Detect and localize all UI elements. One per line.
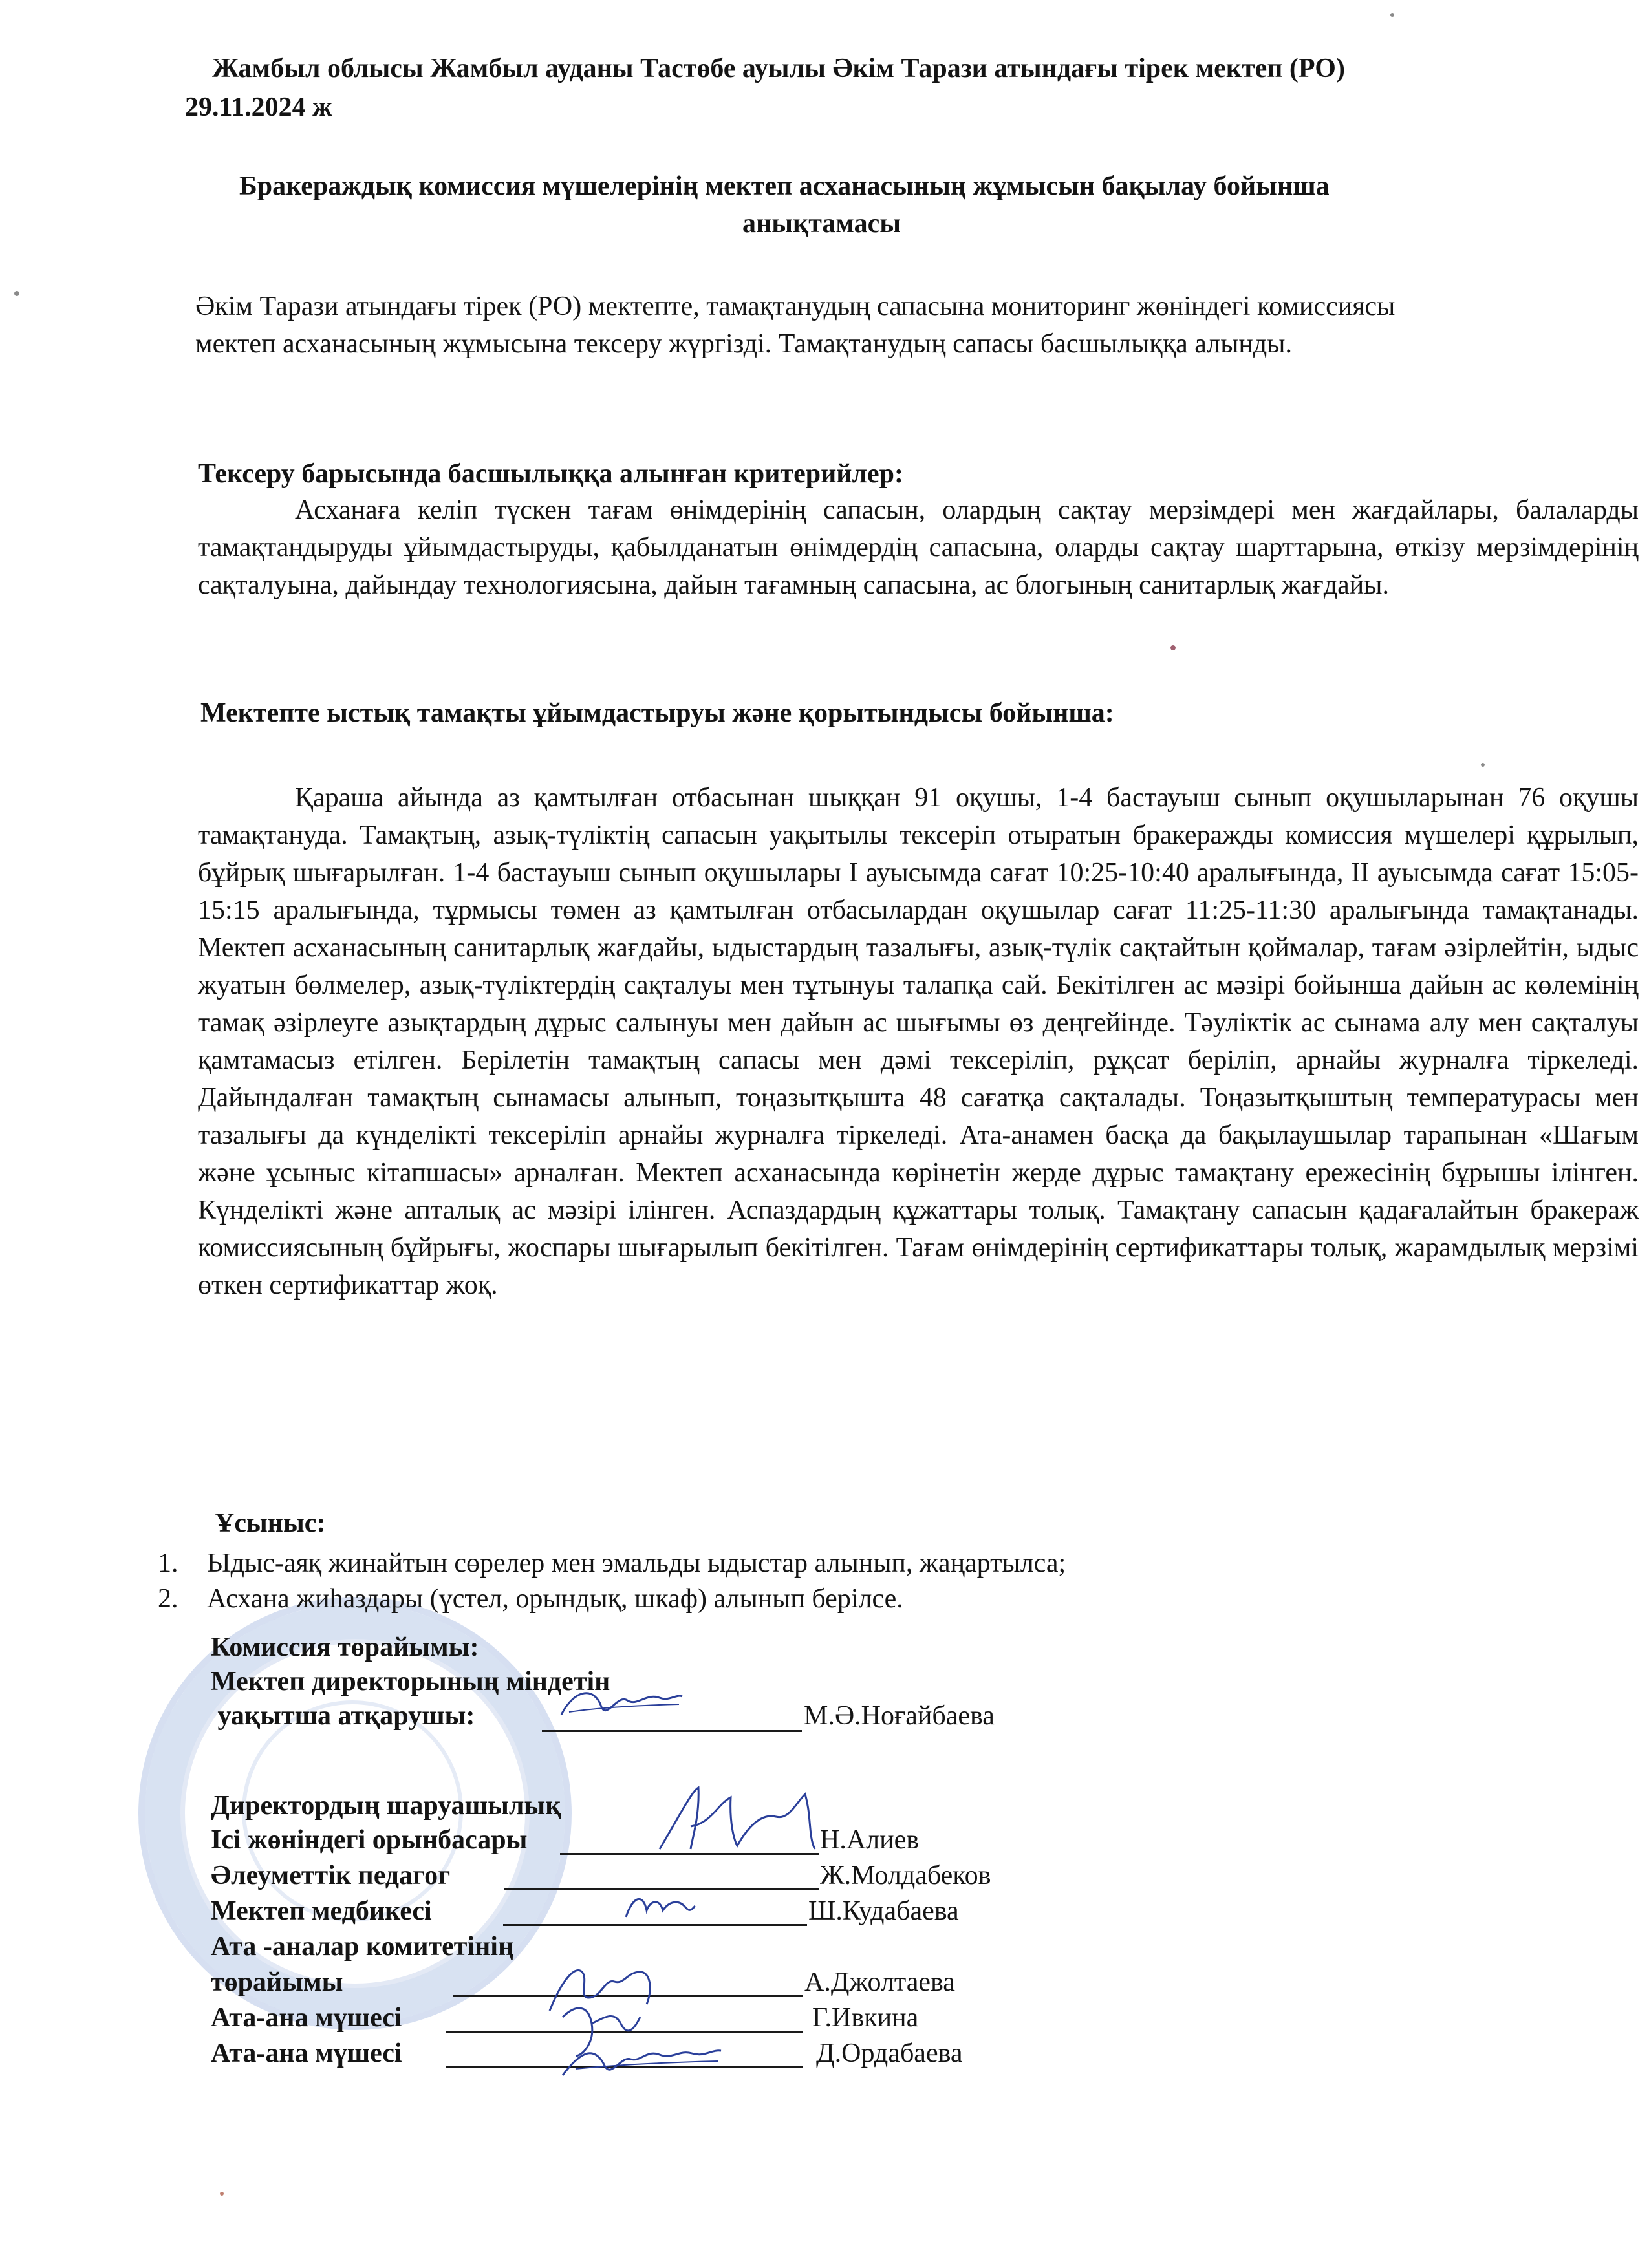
deputy-title-line1: Директордың шаруашылық xyxy=(211,1791,561,1821)
results-heading: Мектепте ыстық тамақты ұйымдастыруы және қорытындысы бойынша: xyxy=(200,698,1114,728)
scan-speck xyxy=(1481,763,1485,767)
scan-speck xyxy=(220,2192,224,2196)
commission-chair-heading: Комиссия төрайымы: xyxy=(211,1632,479,1662)
recommendation-item: Ыдыс-аяқ жинайтын сөрелер мен эмальды ыдыстар алынып, жаңартылса; xyxy=(207,1548,1066,1578)
deputy-title-line2: Ісі жөніндегі орынбасары xyxy=(211,1825,528,1855)
parent-member2-label: Ата-ана мүшесі xyxy=(211,2038,402,2068)
parent-member2-name: Д.Ордабаева xyxy=(816,2038,963,2068)
results-paragraph: Қараша айында аз қамтылған отбасынан шыққан 91 оқушы, 1-4 бастауыш сынып оқушыларынан 76 оқушы тамақтануда. Тамақтың, азық-түліктің сапасын уақытылы тексеріп отыратын бракеражды комиссия мүшелері құрылып, бұйрық шығарылған. 1-4 бастауыш сынып оқушылары I ауысымда сағат 10:25-10:40 аралығында, II ауысымда сағат 15:05-15:15 аралығында, тұрмысы төмен аз қамтылған отбасылардан оқушылар сағат 11:25-11:30 аралығында тамақтанады. Мектеп асханасының санитарлық жағдайы, ыдыстардың тазалығы, азық-түлік сақтайтын қоймалар, тағам әзірлейтін, ыдыс жуатын бөлмелер, азық-түліктердің сақталуы мен тұтынуы талапқа сай. Бекітілген ас мәзірі бойынша дайын ас көлемінің тамақ әзірлеуге азықтардың дұрыс салынуы мен дайын ас шығымы өз деңгейінде. Тәуліктік ас сынама алу мен сақталуы қамтамасыз етілген. Берілетін тамақтың сапасы мен дәмі тексеріліп, рұқсат беріліп, арнайы журналға тіркеледі. Дайындалған тамақтың сынамасы алынып, тоңазытқышта 48 сағатқа сақталады. Тоңазытқыштың температурасы мен тазалығы да күнделікті тексеріліп арнайы журналға тіркеледі. Ата-анамен басқа да бақылаушылар тарапынан «Шағым және ұсыныс кітапшасы» арналған. Мектеп асханасында көрінетін жерде дұрыс тамақтану ережесінің бұрышы ілінген. Күнделікті және апталық ас мәзірі ілінген. Аспаздардың құжаттары толық. Тамақтану сапасын қадағалайтын бракераж комиссиясының бұйрығы, жоспары шығарылып бекітілген. Тағам өнімдерінің сертификаттары толық, жарамдылық мерзімі өткен сертификаттар жоқ. xyxy=(198,783,1639,1300)
parents-committee-line2: төрайымы xyxy=(211,1967,343,1997)
scan-speck xyxy=(14,291,19,296)
scan-speck xyxy=(1390,13,1394,17)
social-pedagogue-label: Әлеуметтік педагог xyxy=(211,1861,451,1890)
criteria-paragraph: Асханаға келіп түскен тағам өнімдерінің сапасын, олардың сақтау мерзімдері мен жағдайлары, балаларды тамақтандыруды ұйымдастыруды, қабылданатын өнімдердің сапасына, оларды сақтау шарттарына, өткізу мерзімдерінің сақталуына, дайындау технологиясына, дайын тағамның сапасына, ас блогының санитарлық жағдайы. xyxy=(198,495,1639,600)
parent-member1-name: Г.Ивкина xyxy=(812,2003,919,2033)
parents-chair-name: А.Джолтаева xyxy=(804,1967,955,1997)
recommendation-number: 2. xyxy=(158,1584,178,1614)
social-pedagogue-name: Ж.Молдабеков xyxy=(820,1861,991,1890)
nurse-handwritten-signature xyxy=(621,1888,698,1927)
director-name: М.Ә.Ноғайбаева xyxy=(804,1701,995,1731)
recommendation-item: Асхана жиһаздары (үстел, орындық, шкаф) алынып берілсе. xyxy=(207,1584,903,1614)
school-nurse-label: Мектеп медбикесі xyxy=(211,1896,432,1926)
recommendations-heading: Ұсыныс: xyxy=(215,1508,326,1538)
document-title-line2: анықтамасы xyxy=(742,209,901,239)
director-title-line2: уақытша атқарушы: xyxy=(211,1701,475,1731)
criteria-heading: Тексеру барысында басшылыққа алынған критерийлер: xyxy=(198,459,904,489)
deputy-name: Н.Алиев xyxy=(820,1825,920,1855)
deputy-handwritten-signature xyxy=(653,1778,821,1862)
parents-committee-line1: Ата -аналар комитетінің xyxy=(211,1932,514,1962)
director-handwritten-signature xyxy=(556,1674,685,1733)
document-title-line1: Бракераждық комиссия мүшелерінің мектеп асханасының жұмысын бақылау бойынша xyxy=(239,171,1330,201)
parent-member2-handwritten-signature xyxy=(556,2037,724,2088)
scan-speck xyxy=(1170,645,1176,650)
school-nurse-name: Ш.Кудабаева xyxy=(808,1896,959,1926)
director-title-line1: Мектеп директорының міндетін xyxy=(211,1667,610,1696)
header-date: 29.11.2024 ж xyxy=(185,92,332,122)
header-institution: Жамбыл облысы Жамбыл ауданы Тастөбе ауылы Әкім Тарази атындағы тірек мектеп (РО) xyxy=(212,54,1345,83)
recommendation-number: 1. xyxy=(158,1548,178,1578)
parent-member1-label: Ата-ана мүшесі xyxy=(211,2003,402,2033)
intro-paragraph: Әкім Тарази атындағы тірек (РО) мектепте, тамақтанудың сапасына мониторинг жөніндегі комиссиясы мектеп асханасының жұмысына тексеру жүргізді. Тамақтанудың сапасы басшылыққа алынды. xyxy=(195,292,1396,359)
